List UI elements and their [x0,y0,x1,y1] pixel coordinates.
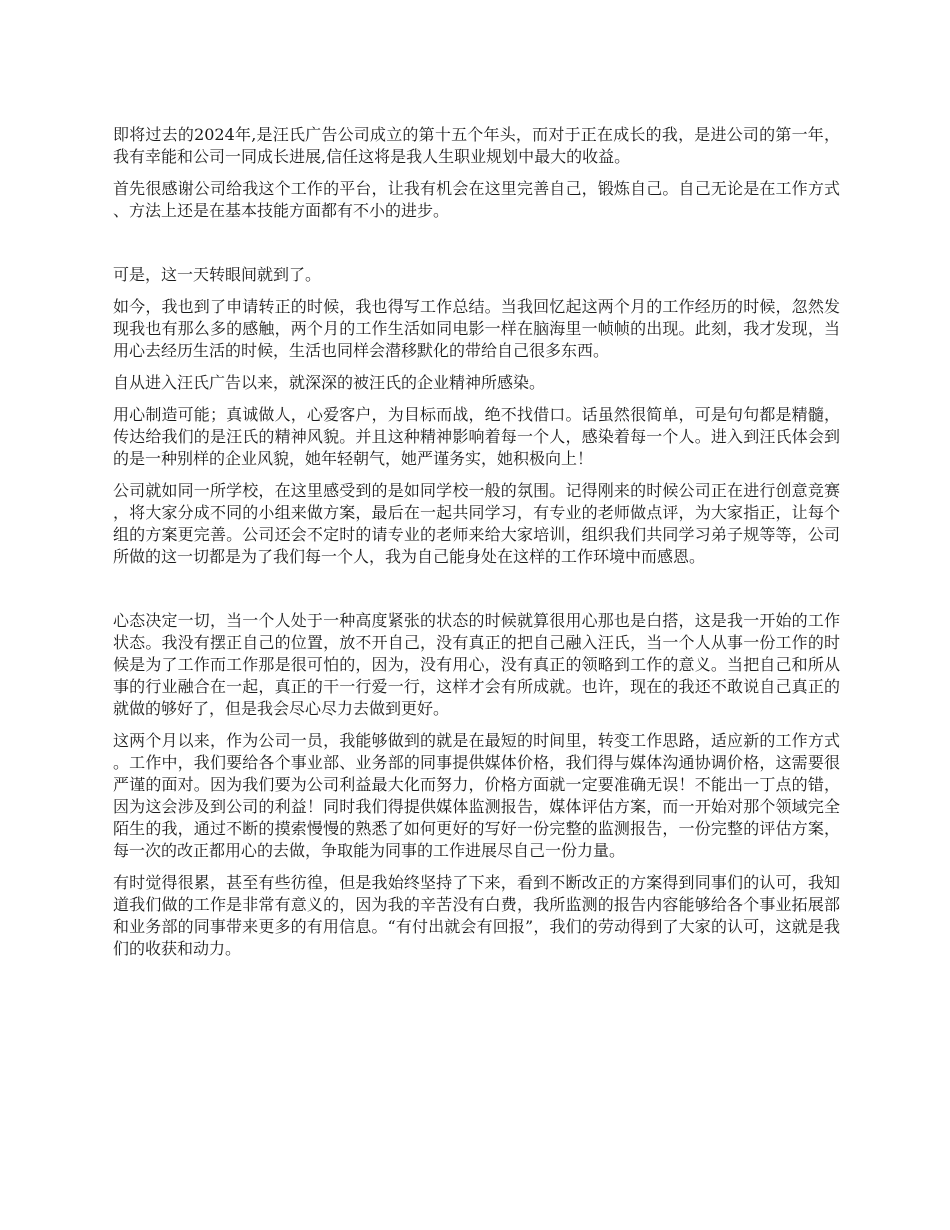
paragraph-company-spirit: 自从进入汪氏广告以来，就深深的被汪氏的企业精神所感染。 [113,373,546,392]
document-body [113,124,840,970]
paragraph-two-months: 这两个月以来，作为公司一员，我能够做到的就是在最短的时间里，转变工作思路，适应新的工作方式。工作中，我们要给各个事业部、业务部的同事提供媒体价格，我们得与媒体沟通协调价格，这需要很严谨的面对。因为我们要为公司利益最大化而努力，价格方面就一定要准确无误！不能出一丁点的错，因为这会涉及到公司的利益！同时我们得提供媒体监测报告，媒体评估方案，而一开始对那个领域完全陌生的我，通过不断的摸索慢慢的熟悉了如何更好的写好一份完整的监测报告，一份完整的评估方案，每一次的改正都用心的去做，争取能为同事的工作进展尽自己一份力量。 [113,731,840,860]
paragraph-spacer [113,232,840,264]
paragraph-mindset: 心态决定一切，当一个人处于一种高度紧张的状态的时候就算很用心那也是白搭，这是我一开始的工作状态。我没有摆正自己的位置，放不开自己，没有真正的把自己融入汪氏，当一个人从事一份工作的时候是为了工作而工作那是很可怕的，因为，没有用心，没有真正的领略到工作的意义。当把自己和所从事的行业融合在一起，真正的干一行爱一行，这样才会有所成就。也许，现在的我还不敢说自己真正的就做的够好了，但是我会尽心尽力去做到更好。 [113,611,840,718]
paragraph-spacer [113,578,840,610]
paragraph-school-analogy: 公司就如同一所学校，在这里感受到的是如同学校一般的氛围。记得刚来的时候公司正在进行创意竞赛，将大家分成不同的小组来做方案，最后在一起共同学习，有专业的老师做点评，为大家指正，让每个组的方案更完善。公司还会不定时的请专业的老师来给大家培训，组织我们共同学习弟子规等等，公司所做的这一切都是为了我们每一个人，我为自己能身处在这样的工作环境中而感恩。 [113,481,840,566]
paragraph-reflection: 如今，我也到了申请转正的时候，我也得写工作总结。当我回忆起这两个月的工作经历的时候，忽然发现我也有那么多的感触，两个月的工作生活如同电影一样在脑海里一帧帧的出现。此刻，我才发现，当用心去经历生活的时候，生活也同样会潜移默化的带给自己很多东西。 [113,297,840,360]
paragraph-motto: 用心制造可能；真诚做人，心爱客户，为目标而战，绝不找借口。话虽然很简单，可是句句都是精髓，传达给我们的是汪氏的精神风貌。并且这种精神影响着每一个人，感染着每一个人。进入到汪氏体会到的是一种别样的企业风貌，她年轻朝气，她严谨务实，她积极向上！ [113,405,840,468]
paragraph-intro: 即将过去的2024年,是汪氏广告公司成立的第十五个年头，而对于正在成长的我，是进公司的第一年，我有幸能和公司一同成长进展,信任这将是我人生职业规划中最大的收益。 [113,125,840,166]
paragraph-thanks: 首先很感谢公司给我这个工作的平台，让我有机会在这里完善自己，锻炼自己。自己无论是在工作方式、方法上还是在基本技能方面都有不小的进步。 [113,179,840,220]
paragraph-transition: 可是，这一天转眼间就到了。 [113,265,322,284]
paragraph-persistence: 有时觉得很累，甚至有些彷徨，但是我始终坚持了下来，看到不断改正的方案得到同事们的认可，我知道我们做的工作是非常有意义的，因为我的辛苦没有白费，我所监测的报告内容能够给各个事业拓展部和业务部的同事带来更多的有用信息。“有付出就会有回报”，我们的劳动得到了大家的认可，这就是我们的收获和动力。 [113,873,840,958]
